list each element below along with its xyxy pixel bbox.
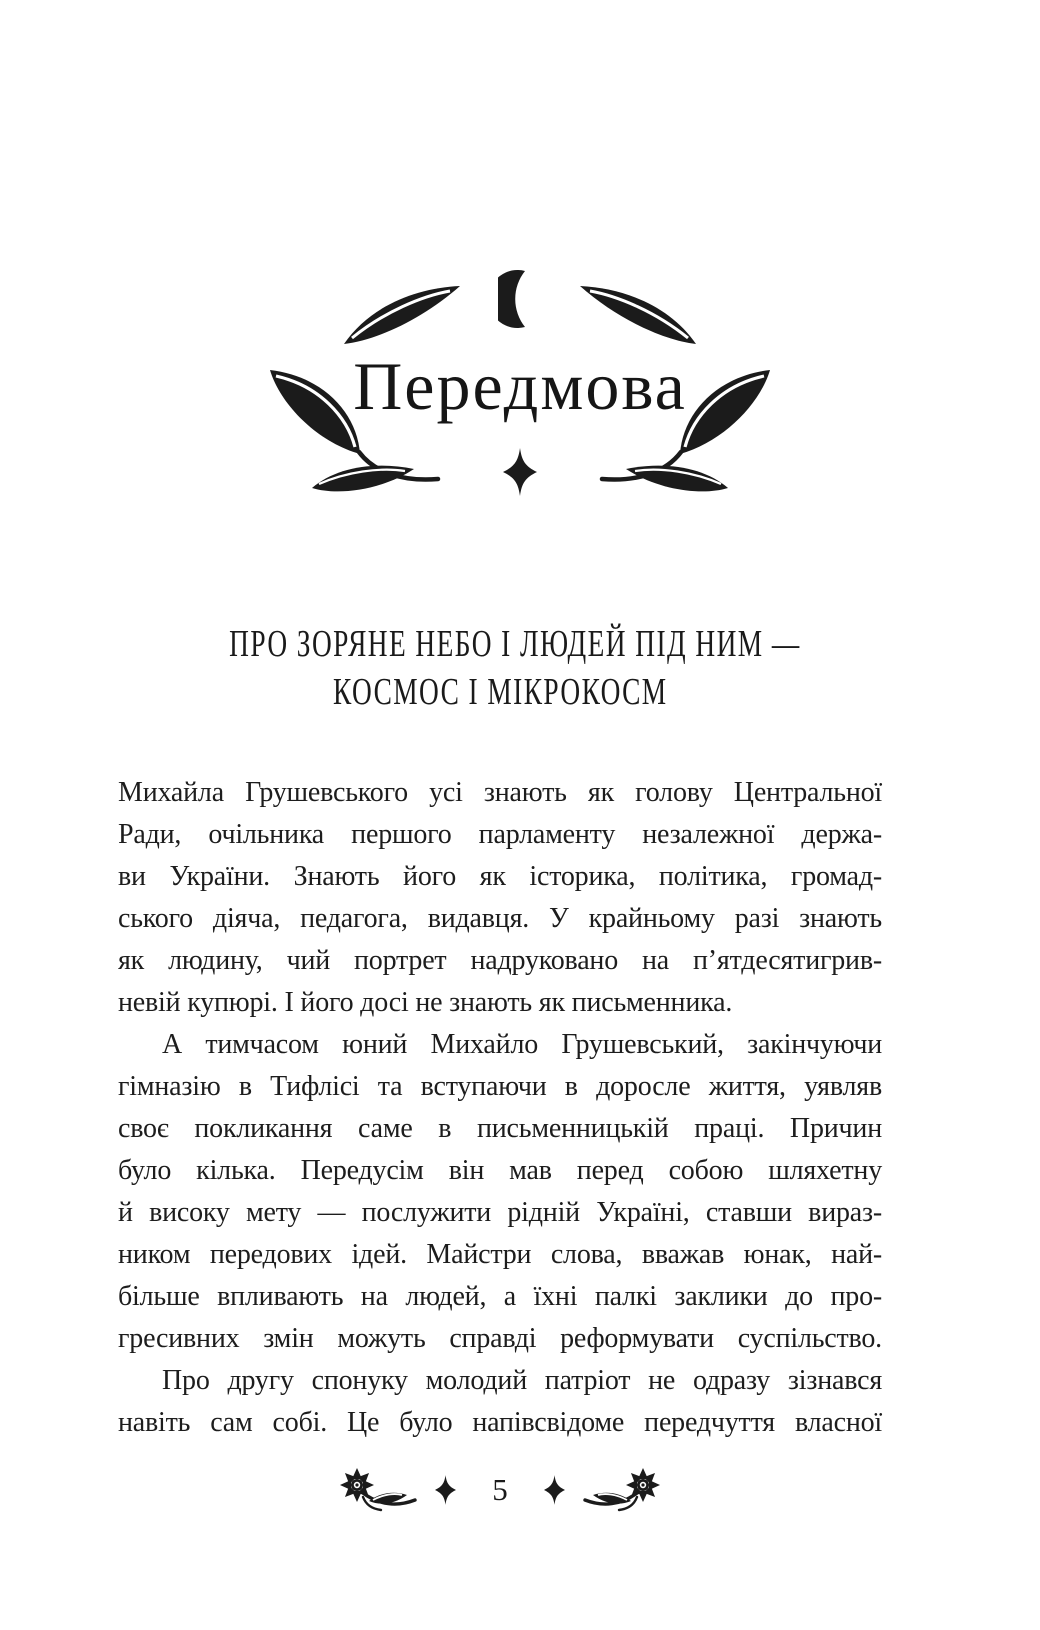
body-line: ником передових ідей. Майстри слова, вважав юнак, най- — [118, 1239, 882, 1270]
body-line: було кілька. Передусім він мав перед собою шляхетну — [118, 1155, 882, 1186]
subtitle-line-1: ПРО ЗОРЯНЕ НЕБО І ЛЮДЕЙ ПІД НИМ — — [229, 623, 801, 665]
leaf-icon — [342, 282, 462, 348]
laurel-branch-icon — [262, 362, 442, 497]
subtitle-line-2: КОСМОС І МІКРОКОСМ — [332, 671, 668, 713]
body-line: Ради, очільника першого парламенту незалежної держа- — [118, 819, 882, 850]
chapter-header-ornament — [230, 262, 810, 510]
body-line: навіть сам собі. Це було напівсвідоме передчуття власної — [118, 1407, 882, 1438]
chapter-title: Передмова — [353, 348, 687, 424]
page-number: 5 — [492, 1472, 508, 1507]
body-line: як людину, чий портрет надруковано на п’ятдесятигрив- — [118, 945, 882, 976]
flower-branch-icon — [335, 1467, 419, 1513]
body-line: гресивних змін можуть справді реформувати суспільство. — [118, 1323, 882, 1354]
sparkle-star-icon — [544, 1475, 565, 1505]
leaf-icon — [578, 282, 698, 348]
body-line: Михайла Грушевського усі знають як голову Центральної — [118, 777, 882, 808]
body-line: невій купюрі. І його досі не знають як письменника. — [118, 987, 733, 1018]
body-line: ського діяча, педагога, видавця. У крайньому разі знають — [118, 903, 882, 934]
body-text — [118, 772, 882, 1444]
sparkle-star-icon — [503, 448, 537, 496]
body-line: більше впливають на людей, а їхні палкі заклики до про- — [118, 1281, 882, 1312]
body-line: гімназію в Тифлісі та вступаючи в доросле життя, уявляв — [118, 1071, 882, 1102]
page-footer — [118, 1466, 882, 1514]
sparkle-star-icon — [435, 1475, 456, 1505]
section-subtitle — [118, 620, 882, 716]
body-line: своє покликання саме в письменницькій праці. Причин — [118, 1113, 882, 1144]
flower-branch-icon — [581, 1467, 665, 1513]
body-line: ви України. Знають його як історика, політика, громад- — [118, 861, 882, 892]
crescent-moon-icon — [498, 270, 542, 328]
body-line: А тимчасом юний Михайло Грушевський, закінчуючи — [162, 1029, 882, 1060]
body-line: Про другу спонуку молодий патріот не одразу зізнався — [162, 1365, 882, 1396]
body-line: й високу мету — послужити рідній Україні, ставши вираз- — [118, 1197, 882, 1228]
laurel-branch-icon — [598, 362, 778, 497]
